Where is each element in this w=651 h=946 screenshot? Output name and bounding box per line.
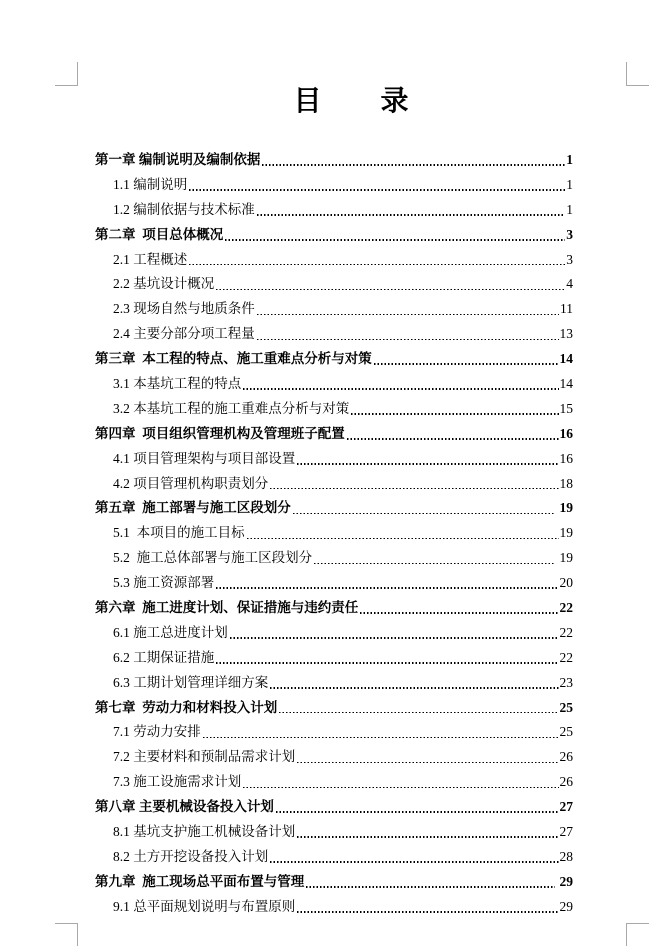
toc-entry-label: 6.3 工期计划管理详细方案: [113, 674, 269, 690]
toc-entry-label: 7.1 劳动力安排: [113, 724, 201, 740]
toc-entry-label: 3.1 本基坑工程的特点: [113, 376, 242, 392]
toc-leader-dots: [274, 795, 560, 820]
toc-entry-page: 22: [559, 600, 573, 616]
toc-entry-page: 18: [559, 475, 573, 491]
toc-leader-dots: [187, 248, 566, 273]
toc-entry: [95, 895, 573, 920]
toc-entry: [95, 621, 573, 646]
toc-entry: [95, 820, 573, 845]
toc-leader-dots: [255, 198, 567, 223]
toc-entry-label: 第二章 项目总体概况: [95, 226, 224, 242]
toc-entry: [95, 397, 573, 422]
toc-entry-label: 6.2 工期保证措施: [113, 649, 215, 665]
toc-leader-dots: [268, 472, 559, 497]
toc-entry: [95, 372, 573, 397]
toc-leader-dots: [345, 422, 560, 447]
toc-entry: [95, 521, 573, 546]
toc-entry-page: 20: [559, 575, 573, 591]
toc-entry-page: 13: [559, 326, 573, 342]
toc-leader-dots: [214, 571, 559, 596]
toc-entry-label: 3.2 本基坑工程的施工重难点分析与对策: [113, 400, 350, 416]
toc-leader-dots: [241, 770, 559, 795]
toc-leader-dots: [187, 173, 566, 198]
toc-leader-dots: [291, 496, 556, 521]
toc-entry-page: 14: [559, 351, 573, 367]
toc-entry-page: 29: [556, 873, 573, 889]
toc-leader-dots: [295, 447, 559, 472]
toc-entry-page: 19: [556, 500, 573, 516]
toc-entry-page: 27: [559, 824, 573, 840]
toc-entry: [95, 546, 573, 571]
toc-entry: [95, 223, 573, 248]
toc-entry-page: 25: [559, 699, 573, 715]
toc-entry-label: 2.3 现场自然与地质条件: [113, 301, 255, 317]
toc-entry-label: 2.4 主要分部分项工程量: [113, 326, 255, 342]
toc-entry: [95, 447, 573, 472]
toc-leader-dots: [304, 870, 556, 895]
toc-entry-page: 28: [559, 848, 573, 864]
toc-leader-dots: [277, 696, 559, 721]
toc-leader-dots: [312, 546, 556, 571]
toc-entry: [95, 795, 573, 820]
toc-leader-dots: [372, 347, 560, 372]
toc-entry-label: 第三章 本工程的特点、施工重难点分析与对策: [95, 351, 372, 367]
toc-entry: [95, 646, 573, 671]
toc-leader-dots: [214, 646, 559, 671]
toc-entry-page: 1: [566, 152, 573, 167]
toc-entry: [95, 322, 573, 347]
toc-entry-label: 第九章 施工现场总平面布置与管理: [95, 873, 305, 889]
toc-entry-label: 9.1 总平面规划说明与布置原则: [113, 898, 296, 914]
toc-leader-dots: [358, 596, 559, 621]
toc-entry-label: 4.1 项目管理架构与项目部设置: [113, 450, 296, 466]
margin-crop-mark-top-left: [55, 62, 78, 86]
toc-entry-page: 1: [566, 201, 573, 217]
toc-entry-label: 2.2 基坑设计概况: [113, 276, 215, 292]
toc-entry-page: 25: [559, 724, 573, 740]
toc-leader-dots: [268, 671, 559, 696]
toc-entry: [95, 596, 573, 621]
toc-entry-label: 4.2 项目管理机构职责划分: [113, 475, 269, 491]
toc-entry: [95, 571, 573, 596]
toc-entry-page: 16: [559, 450, 573, 466]
toc-entry-label: 第六章 施工进度计划、保证措施与违约责任: [95, 600, 359, 616]
toc-leader-dots: [255, 322, 560, 347]
toc-entry-label: 7.2 主要材料和预制品需求计划: [113, 749, 296, 765]
toc-entry: [95, 870, 573, 895]
toc-entry-page: 22: [559, 649, 573, 665]
toc-entry-page: 19: [559, 525, 573, 541]
toc-entry-label: 8.1 基坑支护施工机械设备计划: [113, 824, 296, 840]
toc-entry-page: 22: [559, 624, 573, 640]
toc-entry-page: 23: [559, 674, 573, 690]
toc-leader-dots: [295, 820, 559, 845]
toc-entry: [95, 745, 573, 770]
toc-entry-label: 第五章 施工部署与施工区段划分: [95, 500, 291, 516]
toc-entry-page: 29: [559, 898, 573, 914]
toc-entry-page: 26: [559, 749, 573, 765]
toc-entry-page: 19: [556, 550, 573, 566]
toc-entry-page: 3: [566, 251, 573, 267]
toc-entry: [95, 272, 573, 297]
toc-entry-label: 第七章 劳动力和材料投入计划: [95, 699, 278, 715]
toc-entry-page: 1: [566, 176, 573, 192]
toc-leader-dots: [223, 223, 566, 248]
toc-entry-label: 1.2 编制依据与技术标准: [113, 201, 255, 217]
toc-entry: [95, 173, 573, 198]
toc-entry-page: 11: [560, 301, 573, 317]
toc-entry: [95, 148, 573, 173]
toc-entry-label: 第八章 主要机械设备投入计划: [95, 799, 274, 815]
toc-leader-dots: [255, 297, 560, 322]
toc-leader-dots: [268, 845, 559, 870]
toc-entry-label: 2.1 工程概述: [113, 251, 188, 267]
toc-entry-page: 4: [566, 276, 573, 292]
toc-entry-label: 7.3 施工设施需求计划: [113, 774, 242, 790]
toc-entry-label: 第一章 编制说明及编制依据: [95, 152, 261, 167]
margin-crop-mark-bottom-right: [626, 923, 649, 946]
toc-entry-page: 14: [559, 376, 573, 392]
toc-leader-dots: [295, 895, 559, 920]
toc-entry-page: 3: [566, 226, 573, 242]
toc-entry: [95, 472, 573, 497]
toc-entry-label: 5.2 施工总体部署与施工区段划分: [113, 550, 313, 566]
toc-entry: [95, 297, 573, 322]
toc-entry: [95, 422, 573, 447]
toc-entry: [95, 770, 573, 795]
toc-entry-page: 26: [559, 774, 573, 790]
toc-entry: [95, 696, 573, 721]
toc-entry-label: 8.2 土方开挖设备投入计划: [113, 848, 269, 864]
toc-entry-page: 16: [559, 425, 573, 441]
toc-leader-dots: [241, 372, 559, 397]
toc-entry: [95, 720, 573, 745]
toc-entry-label: 6.1 施工总进度计划: [113, 624, 228, 640]
margin-crop-mark-top-right: [626, 62, 649, 86]
toc-leader-dots: [260, 148, 566, 173]
toc-entry-label: 5.1 本项目的施工目标: [113, 525, 245, 541]
toc-leader-dots: [214, 272, 566, 297]
toc-leader-dots: [295, 745, 559, 770]
toc-entry: [95, 248, 573, 273]
toc-entry-page: 27: [559, 799, 573, 815]
toc-leader-dots: [201, 720, 560, 745]
toc-entry-page: 15: [559, 400, 573, 416]
toc-entry: [95, 671, 573, 696]
toc-leader-dots: [228, 621, 560, 646]
toc-entry-label: 第四章 项目组织管理机构及管理班子配置: [95, 425, 345, 441]
toc-entry-label: 5.3 施工资源部署: [113, 575, 215, 591]
toc-leader-dots: [349, 397, 559, 422]
toc-leader-dots: [245, 521, 560, 546]
toc-list: [95, 148, 573, 920]
toc-entry: [95, 496, 573, 521]
toc-entry: [95, 347, 573, 372]
page-title: 目 录: [293, 85, 410, 116]
toc-entry: [95, 845, 573, 870]
toc-entry-label: 1.1 编制说明: [113, 176, 188, 192]
toc-entry: [95, 198, 573, 223]
margin-crop-mark-bottom-left: [55, 923, 78, 946]
